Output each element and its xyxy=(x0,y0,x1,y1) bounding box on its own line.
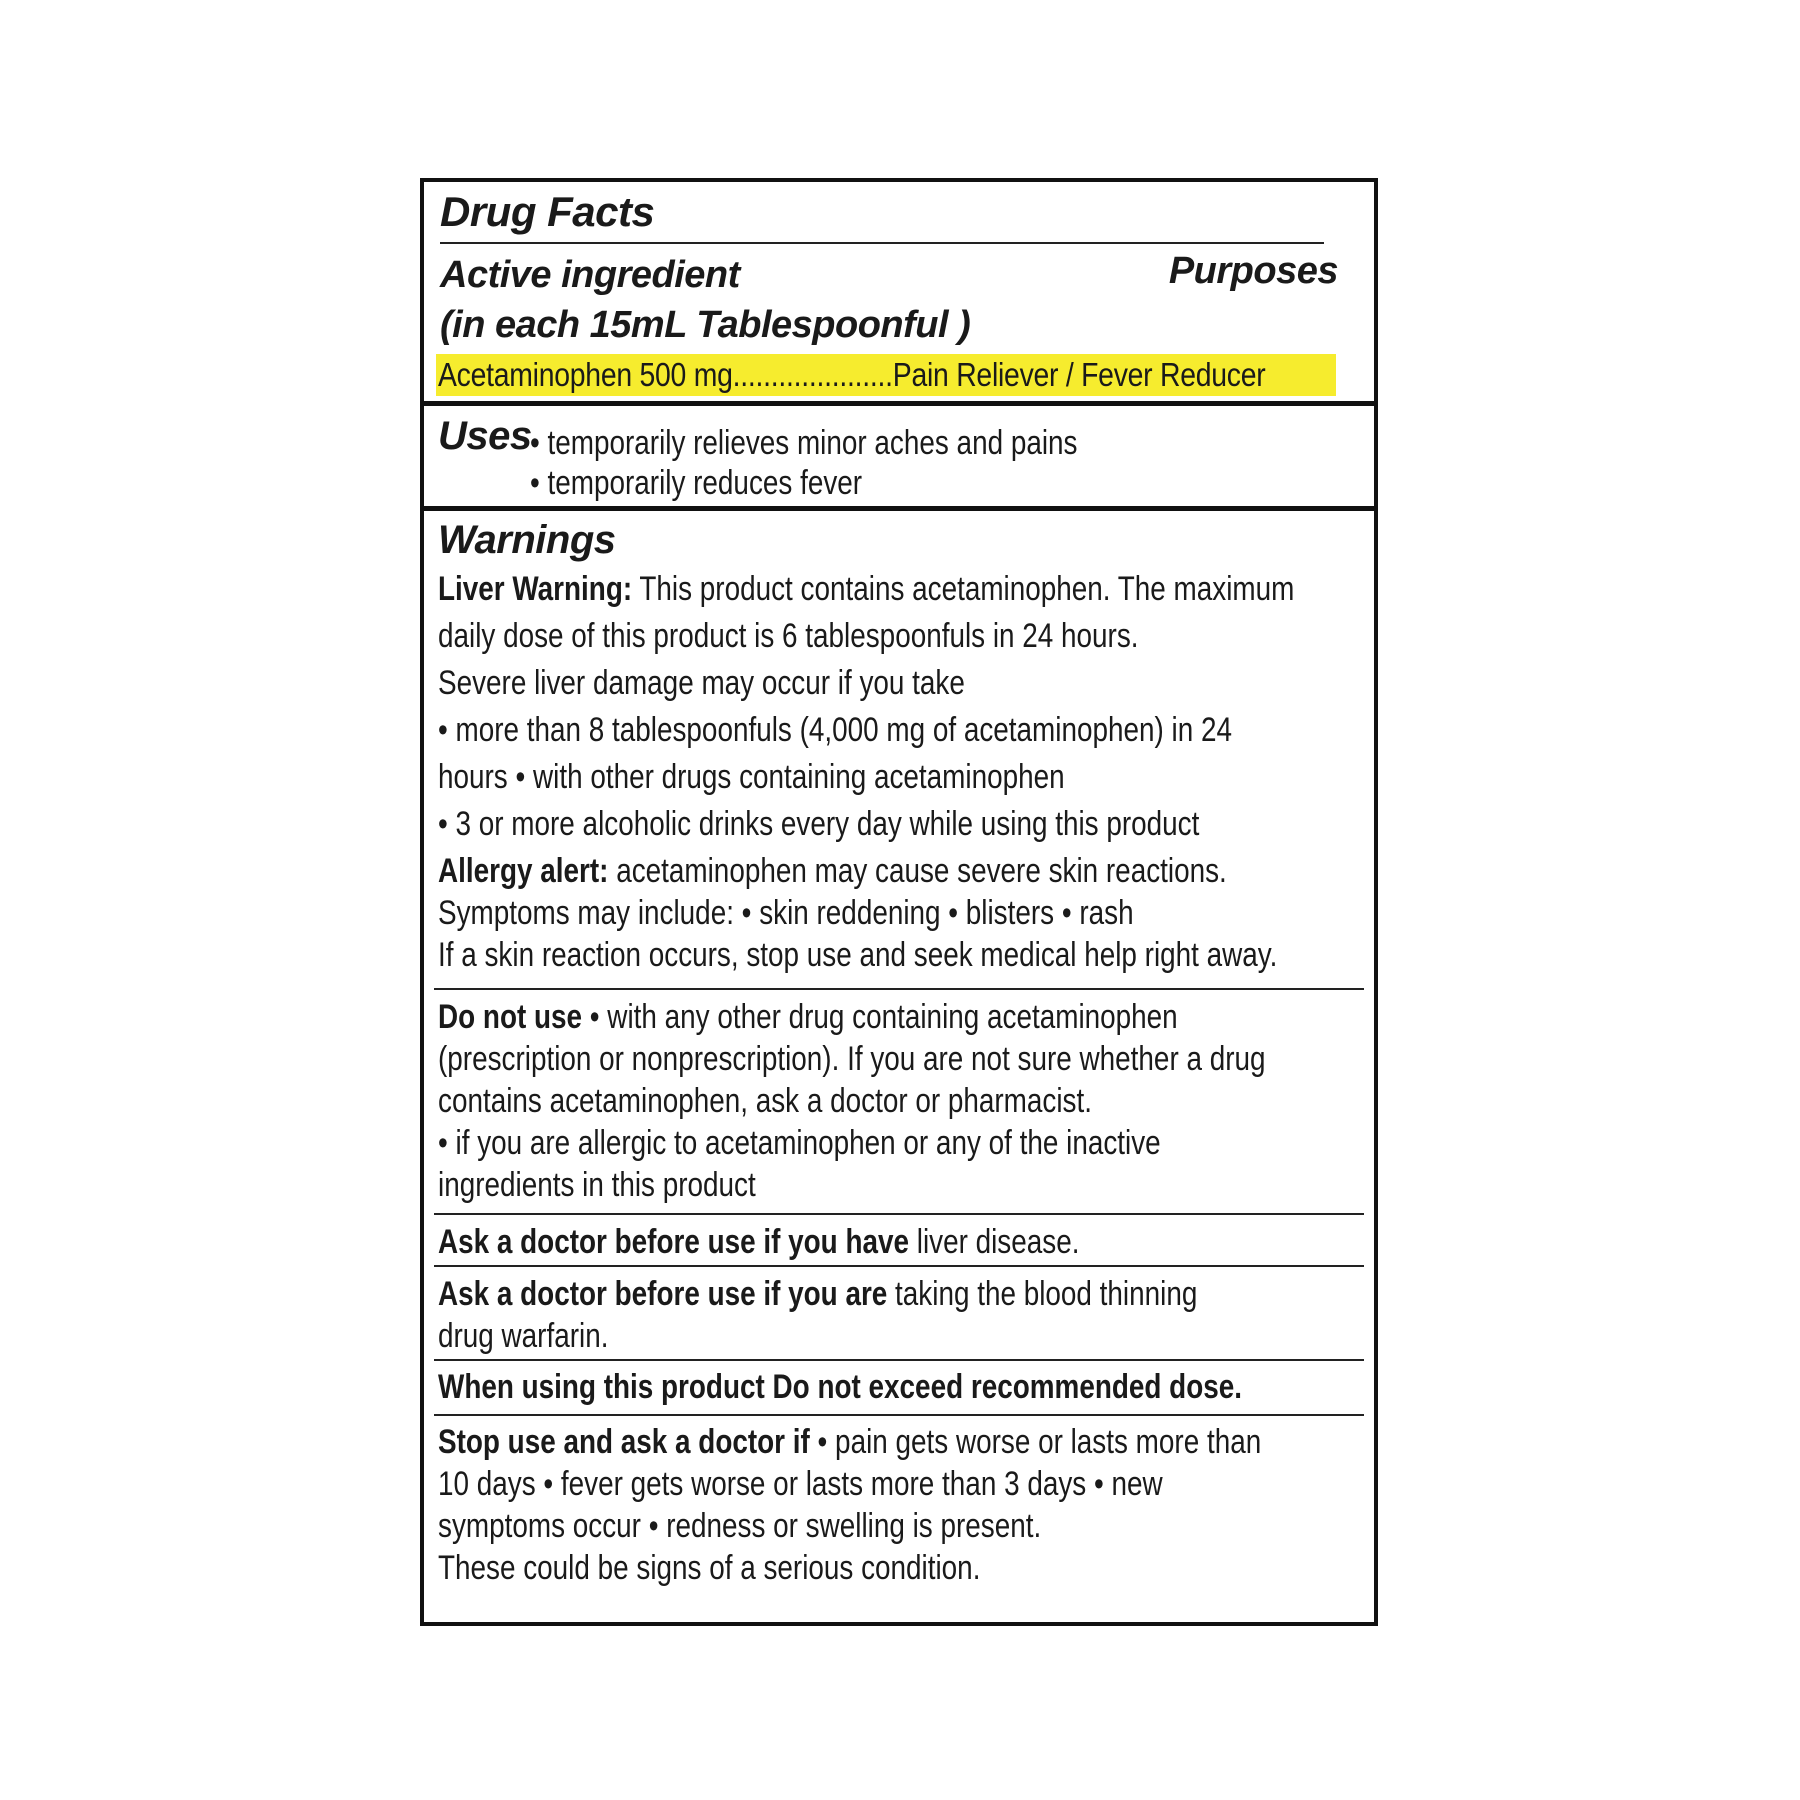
allergy-alert-line: Symptoms may include: • skin reddening • blisters • rash xyxy=(438,894,1134,932)
stop-use-line: symptoms occur • redness or swelling is present. xyxy=(438,1507,1042,1545)
ask-doctor-taking-text: taking the blood thinning xyxy=(887,1275,1198,1313)
subsection-divider xyxy=(434,1414,1364,1416)
stop-use-line: 10 days • fever gets worse or lasts more than 3 days • new xyxy=(438,1465,1163,1503)
liver-warning-text: This product contains acetaminophen. The maximum xyxy=(632,570,1295,608)
liver-warning-line: • 3 or more alcoholic drinks every day while using this product xyxy=(438,805,1200,843)
ask-doctor-disease-label: Ask a doctor before use if you have xyxy=(438,1223,910,1261)
ingredient-row xyxy=(438,356,1265,394)
drug-facts-header xyxy=(424,182,1374,402)
liver-warning-line xyxy=(438,570,1294,609)
stop-use-line: These could be signs of a serious condition. xyxy=(438,1549,981,1587)
ask-doctor-disease-text: liver disease. xyxy=(909,1223,1080,1261)
liver-warning-line: • more than 8 tablespoonfuls (4,000 mg of acetaminophen) in 24 xyxy=(438,711,1233,749)
allergy-alert-line xyxy=(438,852,1227,891)
ask-doctor-taking-line xyxy=(438,1275,1197,1314)
when-using-line xyxy=(438,1368,1242,1407)
subsection-divider xyxy=(434,1265,1364,1267)
do-not-use-text: • with any other drug containing acetaminophen xyxy=(582,998,1178,1036)
stop-use-label: Stop use and ask a doctor if xyxy=(438,1423,810,1461)
drug-facts-title: Drug Facts xyxy=(440,188,655,235)
stop-use-line xyxy=(438,1423,1261,1462)
uses-item: • temporarily reduces fever xyxy=(530,464,863,502)
allergy-alert-label: Allergy alert: xyxy=(438,852,609,890)
section-divider xyxy=(424,506,1374,511)
do-not-use-line: contains acetaminophen, ask a doctor or pharmacist. xyxy=(438,1082,1092,1120)
section-divider xyxy=(424,401,1374,406)
when-using-text: Do not exceed recommended dose. xyxy=(764,1368,1242,1406)
ingredient-purpose: Pain Reliever / Fever Reducer xyxy=(892,356,1266,393)
ask-doctor-taking-line: drug warfarin. xyxy=(438,1317,609,1355)
warnings-heading: Warnings xyxy=(438,518,616,562)
purposes-heading: Purposes xyxy=(1168,250,1338,292)
liver-warning-label: Liver Warning: xyxy=(438,570,633,608)
do-not-use-line: • if you are allergic to acetaminophen or any of the inactive xyxy=(438,1124,1161,1162)
uses-heading: Uses xyxy=(438,414,532,458)
ingredient-dots: ..................... xyxy=(732,356,893,393)
do-not-use-line xyxy=(438,998,1178,1037)
liver-warning-line: daily dose of this product is 6 tablespoonfuls in 24 hours. xyxy=(438,617,1139,655)
do-not-use-line: (prescription or nonprescription). If you are not sure whether a drug xyxy=(438,1040,1266,1078)
title-divider xyxy=(440,242,1324,244)
liver-warning-line: Severe liver damage may occur if you take xyxy=(438,664,965,702)
ask-doctor-taking-label: Ask a doctor before use if you are xyxy=(438,1275,888,1313)
subsection-divider xyxy=(434,1359,1364,1361)
active-ingredient-title: Active ingredient xyxy=(440,254,740,296)
liver-warning-line: hours • with other drugs containing acetaminophen xyxy=(438,758,1065,796)
when-using-label: When using this product xyxy=(438,1368,765,1406)
ingredient-name: Acetaminophen 500 mg xyxy=(438,356,733,393)
subsection-divider xyxy=(434,1213,1364,1215)
drug-facts-label xyxy=(420,178,1378,1626)
do-not-use-line: ingredients in this product xyxy=(438,1166,756,1204)
allergy-alert-line: If a skin reaction occurs, stop use and seek medical help right away. xyxy=(438,936,1278,974)
stop-use-text: • pain gets worse or lasts more than xyxy=(809,1423,1262,1461)
ask-doctor-disease-line xyxy=(438,1223,1079,1262)
subsection-divider xyxy=(434,988,1364,990)
active-ingredient-subtitle: (in each 15mL Tablespoonful ) xyxy=(440,304,971,346)
do-not-use-label: Do not use xyxy=(438,998,583,1036)
uses-item: • temporarily relieves minor aches and pains xyxy=(530,424,1078,462)
active-ingredient-heading xyxy=(440,250,970,350)
allergy-alert-text: acetaminophen may cause severe skin reactions. xyxy=(608,852,1227,890)
